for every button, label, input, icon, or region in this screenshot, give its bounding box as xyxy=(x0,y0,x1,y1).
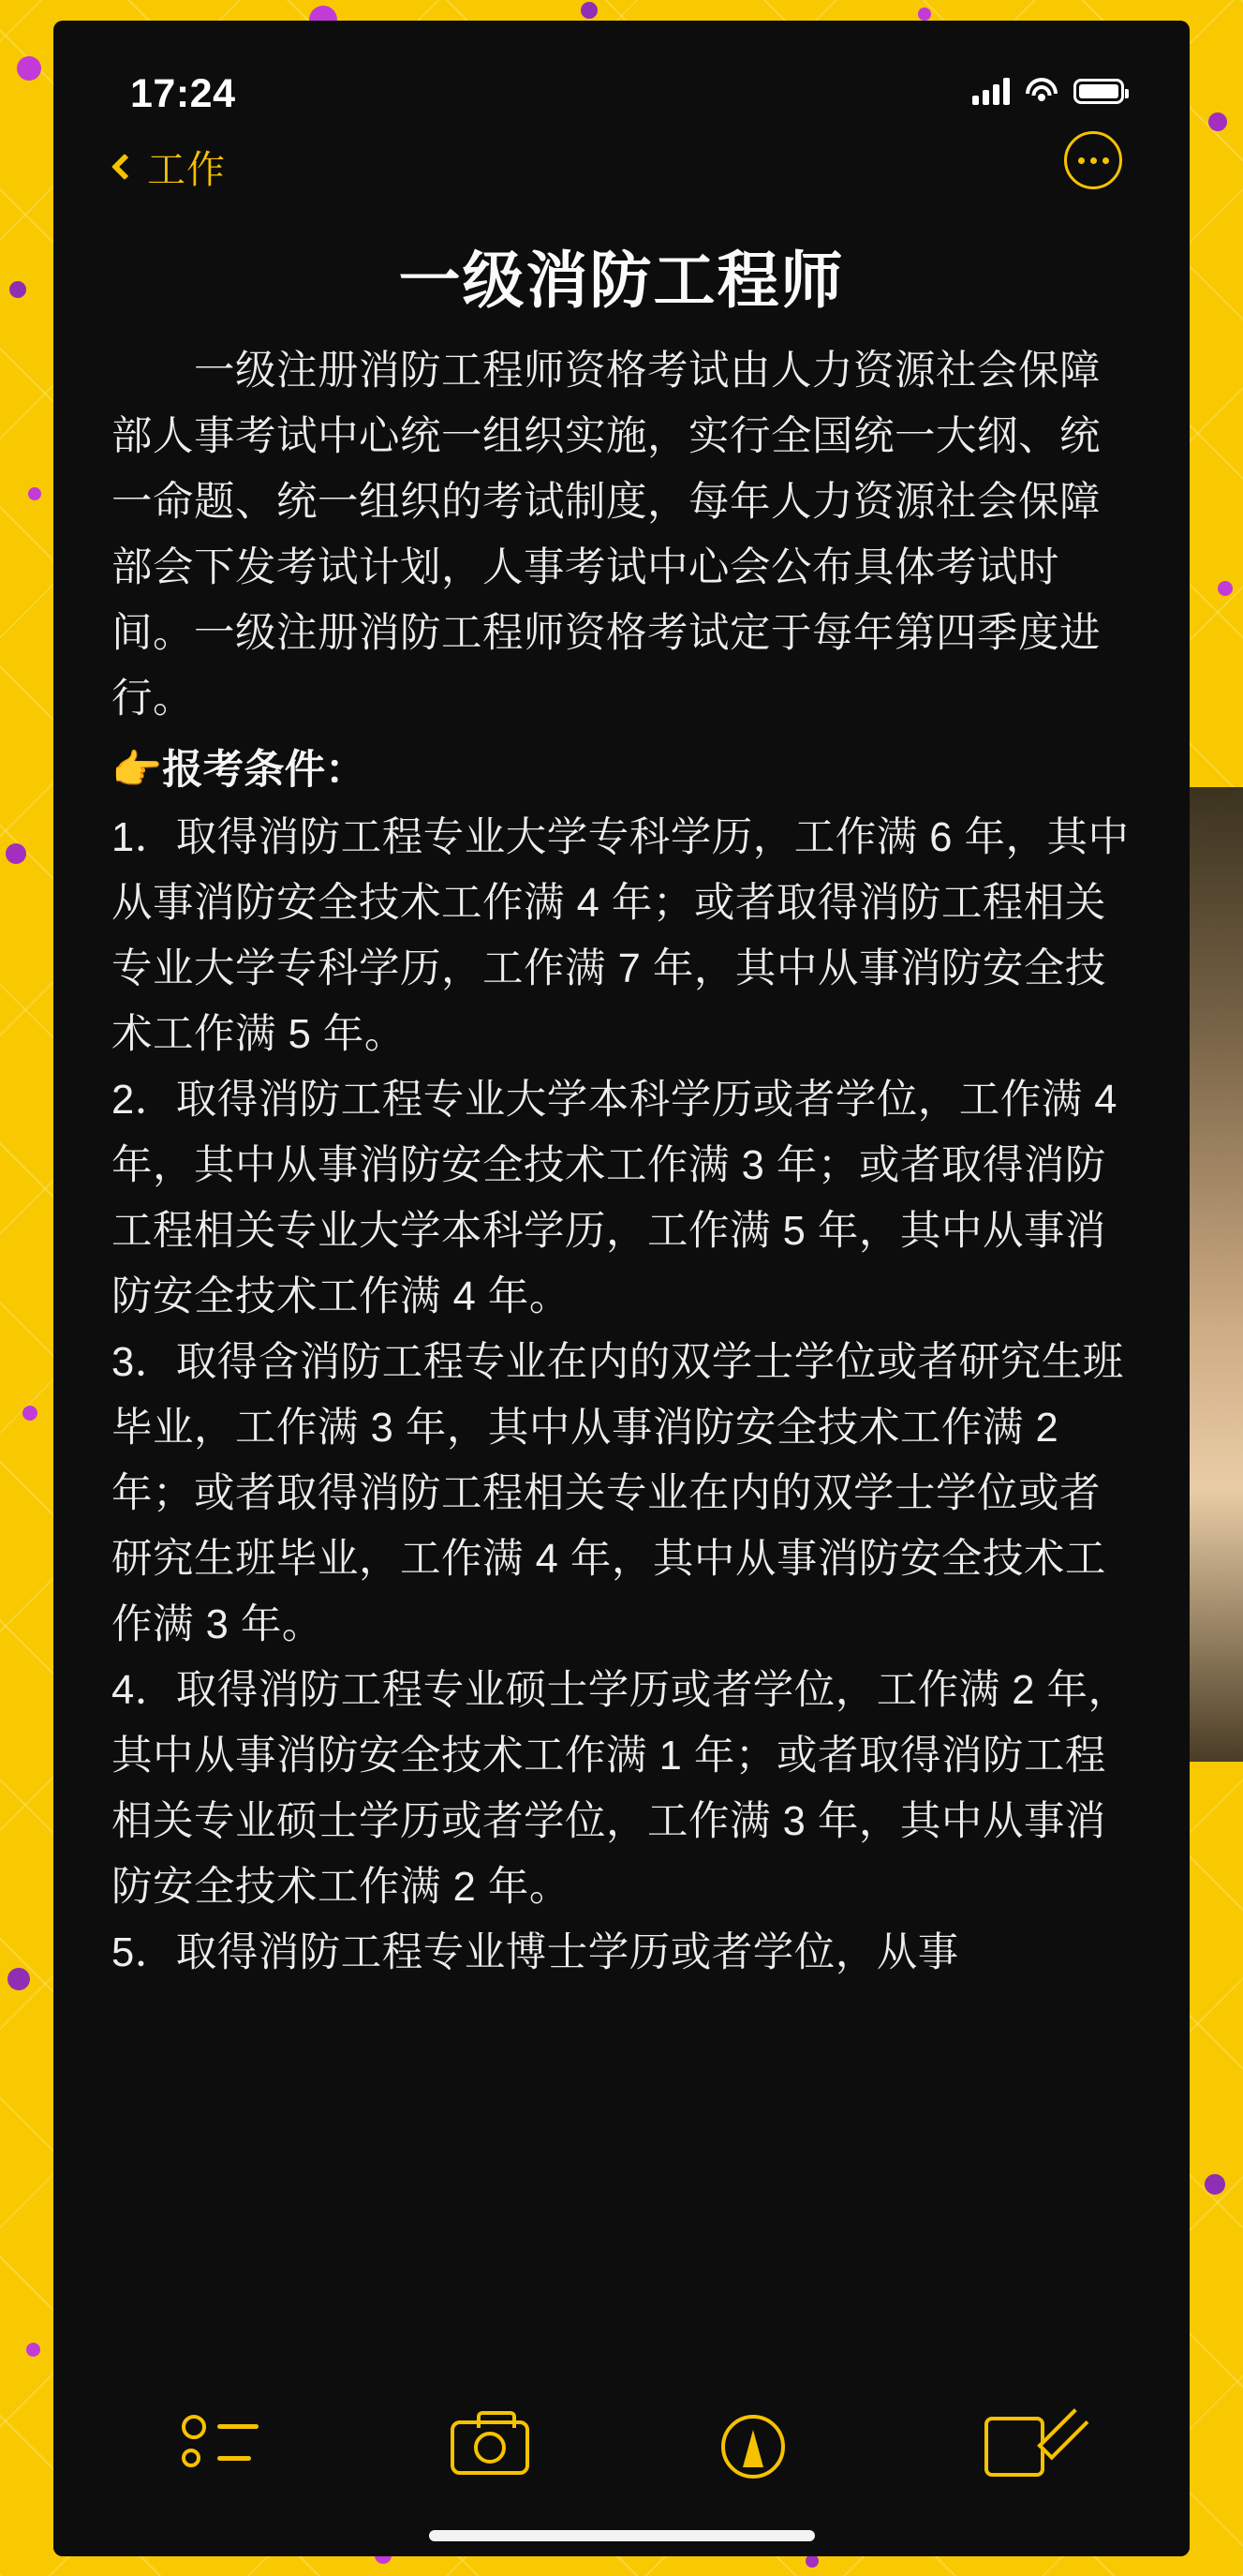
decorative-dot xyxy=(26,2343,40,2357)
navigation-bar xyxy=(53,126,1190,227)
list-item: 4．取得消防工程专业硕士学历或者学位，工作满 2 年，其中从事消防安全技术工作满 1 年；或者取得消防工程相关专业硕士学历或者学位，工作满 3 年，其中从事消防安全技术工作满 2 年。 xyxy=(111,1668,1130,1910)
decorative-dot xyxy=(6,843,26,864)
more-options-icon[interactable] xyxy=(1064,131,1122,189)
status-time: 17:24 xyxy=(130,71,236,116)
checklist-icon[interactable] xyxy=(182,2409,266,2482)
battery-icon xyxy=(1073,79,1124,104)
page-title: 一级消防工程师 xyxy=(398,246,845,315)
decorative-dot xyxy=(22,1406,37,1421)
decorative-dot xyxy=(1205,2174,1225,2195)
decorative-dot xyxy=(9,281,26,298)
note-content[interactable] xyxy=(53,227,1190,1986)
list-item: 5．取得消防工程专业博士学历或者学位，从事 xyxy=(111,1930,959,1975)
decorative-dot xyxy=(7,1968,30,1990)
decorative-dot xyxy=(1208,112,1227,131)
camera-icon[interactable] xyxy=(447,2409,531,2482)
status-bar xyxy=(53,21,1190,126)
status-indicators xyxy=(972,77,1124,105)
section-heading: 👉报考条件： xyxy=(111,748,366,793)
list-item: 1．取得消防工程专业大学专科学历，工作满 6 年，其中从事消防安全技术工作满 4 年；或者取得消防工程相关专业大学专科学历，工作满 7 年，其中从事消防安全技术工作满 5 年。 xyxy=(111,815,1130,1057)
compose-icon[interactable] xyxy=(977,2409,1061,2482)
back-button[interactable] xyxy=(115,139,226,194)
back-button-label: 工作 xyxy=(147,148,226,191)
wifi-icon xyxy=(1025,78,1058,104)
note-intro-paragraph: 一级注册消防工程师资格考试由人力资源社会保障部人事考试中心统一组织实施，实行全国统一大纲、统一命题、统一组织的考试制度，每年人力资源社会保障部会下发考试计划，人事考试中心会公布具体考试时间。一级注册消防工程师资格考试定于每年第四季度进行。 xyxy=(111,349,1101,722)
notes-app-screen xyxy=(53,21,1190,2556)
bottom-toolbar xyxy=(53,2378,1190,2556)
decorative-dot xyxy=(806,2554,819,2568)
decorative-dot xyxy=(581,2,598,19)
decorative-dot xyxy=(17,56,41,81)
list-item: 3．取得含消防工程专业在内的双学士学位或者研究生班毕业，工作满 3 年，其中从事消防安全技术工作满 2 年；或者取得消防工程相关专业在内的双学士学位或者研究生班毕业，工作满 4 年，其中从事消防安全技术工作满 3 年。 xyxy=(111,1340,1124,1647)
decorative-dot xyxy=(28,487,41,500)
decorative-dot xyxy=(918,7,931,21)
decorative-dot xyxy=(1218,581,1233,596)
chevron-left-icon xyxy=(111,153,138,179)
list-item: 2．取得消防工程专业大学本科学历或者学位，工作满 4 年，其中从事消防安全技术工作满 3 年；或者取得消防工程相关专业大学本科学历，工作满 5 年，其中从事消防安全技术工作满 4 年。 xyxy=(111,1078,1117,1319)
markup-pen-icon[interactable] xyxy=(712,2409,796,2482)
home-indicator xyxy=(429,2530,815,2541)
cellular-signal-icon xyxy=(972,77,1010,105)
